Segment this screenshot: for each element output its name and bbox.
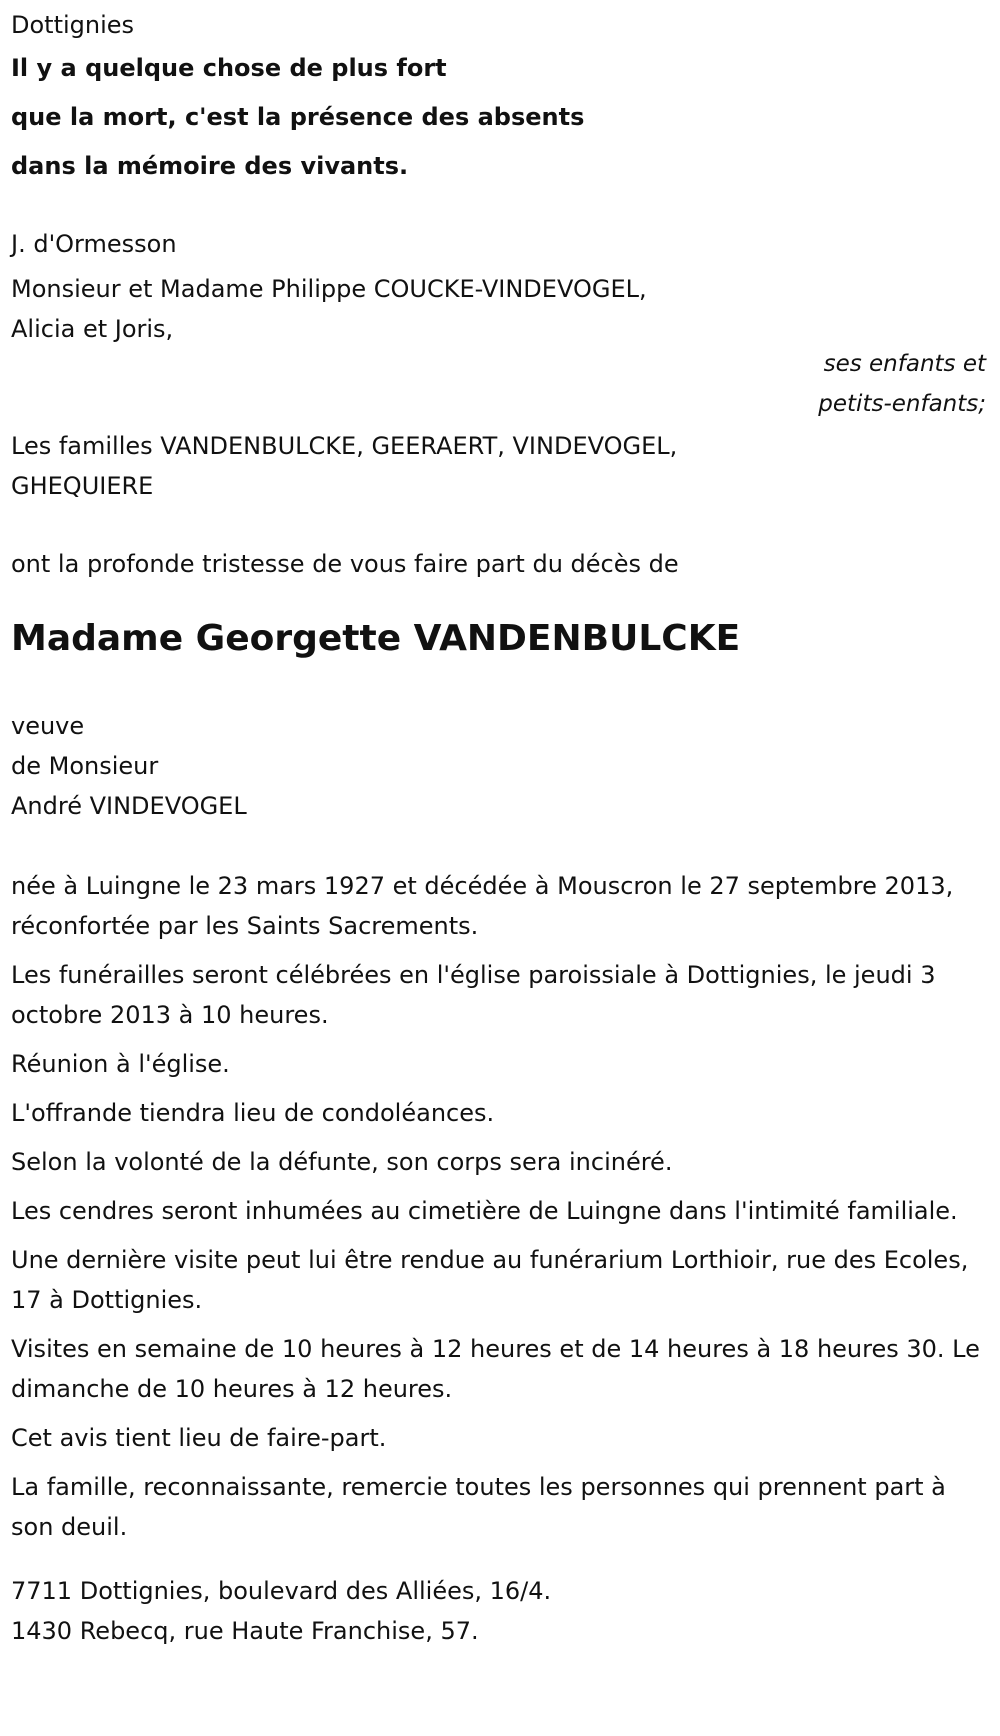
- quote-block: [11, 44, 986, 191]
- address-line: 1430 Rebecq, rue Haute Franchise, 57.: [11, 1617, 479, 1645]
- detail-paragraph: née à Luingne le 23 mars 1927 et décédée à Mouscron le 27 septembre 2013, réconfortée par les Saints Sacrements.: [11, 872, 954, 940]
- announcement-text: ont la profonde tristesse de vous faire part du décès de: [11, 550, 679, 578]
- detail-paragraph: Une dernière visite peut lui être rendue au funérarium Lorthioir, rue des Ecoles, 17 à Dottignies.: [11, 1246, 969, 1314]
- deceased-name: Madame Georgette VANDENBULCKE: [11, 618, 741, 659]
- widow-line: veuve: [11, 712, 85, 740]
- quote-line: Il y a quelque chose de plus fort: [11, 54, 447, 82]
- relation-line: petits-enfants;: [818, 391, 986, 417]
- quote-line: dans la mémoire des vivants.: [11, 152, 409, 180]
- families-line: Les familles VANDENBULCKE, GEERAERT, VINDEVOGEL,: [11, 432, 678, 460]
- detail-paragraph: Selon la volonté de la défunte, son corps sera incinéré.: [11, 1148, 673, 1176]
- family-line: Monsieur et Madame Philippe COUCKE-VINDEVOGEL,: [11, 275, 647, 303]
- detail-paragraph: L'offrande tiendra lieu de condoléances.: [11, 1099, 495, 1127]
- detail-paragraph: Les funérailles seront célébrées en l'église paroissiale à Dottignies, le jeudi 3 octobre 2013 à 10 heures.: [11, 961, 936, 1029]
- widow-line: de Monsieur: [11, 752, 159, 780]
- place-heading: Dottignies: [11, 11, 135, 39]
- other-families: [11, 426, 986, 506]
- widow-line: André VINDEVOGEL: [11, 792, 247, 820]
- address-line: 7711 Dottignies, boulevard des Alliées, 16/4.: [11, 1577, 552, 1605]
- quote-author: J. d'Ormesson: [11, 230, 177, 258]
- family-relation: [818, 344, 986, 424]
- family-children: [11, 269, 986, 349]
- quote-line: que la mort, c'est la présence des absents: [11, 103, 585, 131]
- families-line: GHEQUIERE: [11, 472, 154, 500]
- obituary-notice: [11, 0, 986, 1651]
- widow-of: [11, 706, 986, 826]
- detail-paragraph: Visites en semaine de 10 heures à 12 heures et de 14 heures à 18 heures 30. Le dimanche de 10 heures à 12 heures.: [11, 1335, 980, 1403]
- detail-paragraph: Réunion à l'église.: [11, 1050, 230, 1078]
- detail-paragraph: Cet avis tient lieu de faire-part.: [11, 1424, 387, 1452]
- details-section: [11, 866, 986, 1547]
- detail-paragraph: La famille, reconnaissante, remercie toutes les personnes qui prennent part à son deuil.: [11, 1473, 946, 1541]
- addresses: [11, 1571, 986, 1651]
- family-line: Alicia et Joris,: [11, 315, 174, 343]
- relation-line: ses enfants et: [823, 351, 986, 377]
- detail-paragraph: Les cendres seront inhumées au cimetière de Luingne dans l'intimité familiale.: [11, 1197, 958, 1225]
